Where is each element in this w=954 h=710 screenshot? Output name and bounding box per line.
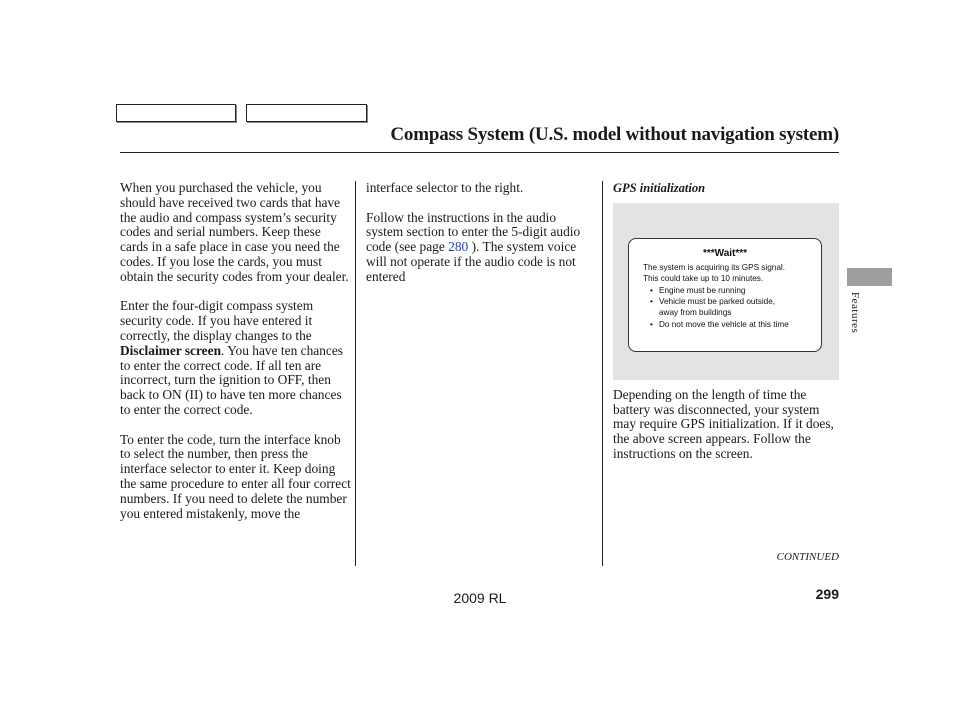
text: ). The system voice will not operate if the audio code is not entered <box>366 239 577 284</box>
screen-line: This could take up to 10 minutes. <box>643 274 764 284</box>
screen-bullet: • Engine must be running <box>659 285 821 296</box>
footer-model: 2009 RL <box>453 590 507 606</box>
continued-label: CONTINUED <box>776 551 839 563</box>
figure-caption: GPS initialization <box>613 181 706 195</box>
text: Follow the instructions in the audio system section to enter the 5-digit audio code (see page <box>366 209 581 255</box>
section-tab-label: Features <box>849 292 861 334</box>
column-divider <box>355 181 356 566</box>
column-right <box>613 181 841 477</box>
screen-bullet-continuation: away from buildings <box>659 308 732 318</box>
display-figure <box>613 203 839 380</box>
paragraph: To enter the code, turn the interface knob to select the number, then press the interface selector to enter it. Keep doing the same procedure to enter all four correct numbers. If you need to delete the number you entered mistakenly, move the <box>120 431 351 521</box>
screen-line: The system is acquiring its GPS signal. <box>643 263 785 273</box>
paragraph: Depending on the length of time the battery was disconnected, your system may require GPS initialization. If it does, the above screen appears. Follow the instructions on the screen. <box>613 386 834 461</box>
text: . You have ten chances to enter the correct code. If all ten are incorrect, turn the ignition to OFF, then back to ON (II) to have ten more chances to enter the correct code. <box>120 342 344 417</box>
paragraph <box>120 299 352 417</box>
gps-wait-screen <box>628 238 822 352</box>
section-tab <box>847 268 892 286</box>
paragraph <box>366 211 594 285</box>
column-divider <box>602 181 603 566</box>
paragraph: interface selector to the right. <box>366 180 524 195</box>
screen-bullet: • Vehicle must be parked outside, <box>659 296 821 307</box>
page-number: 299 <box>815 586 839 602</box>
section-title: Compass System (U.S. model without navigation system) <box>390 124 839 145</box>
title-divider <box>120 152 839 153</box>
screen-bullet: • Do not move the vehicle at this time <box>659 319 821 330</box>
screen-bullet-list <box>629 285 821 330</box>
column-middle <box>366 181 594 299</box>
text: Enter the four-digit compass system security code. If you have entered it correctly, the display changes to the <box>120 298 314 343</box>
page-link[interactable]: 280 <box>448 239 469 255</box>
column-left <box>120 181 352 536</box>
nav-box-left <box>116 104 236 122</box>
bold-term: Disclaimer screen <box>120 342 222 358</box>
screen-header: ***Wait*** <box>702 247 748 259</box>
paragraph: When you purchased the vehicle, you should have received two cards that have the audio and compass system’s security codes and serial numbers. Keep these cards in a safe place in case you need the codes. If you lose the cards, you must obtain the security codes from your dealer. <box>120 180 349 284</box>
nav-box-right <box>246 104 367 122</box>
